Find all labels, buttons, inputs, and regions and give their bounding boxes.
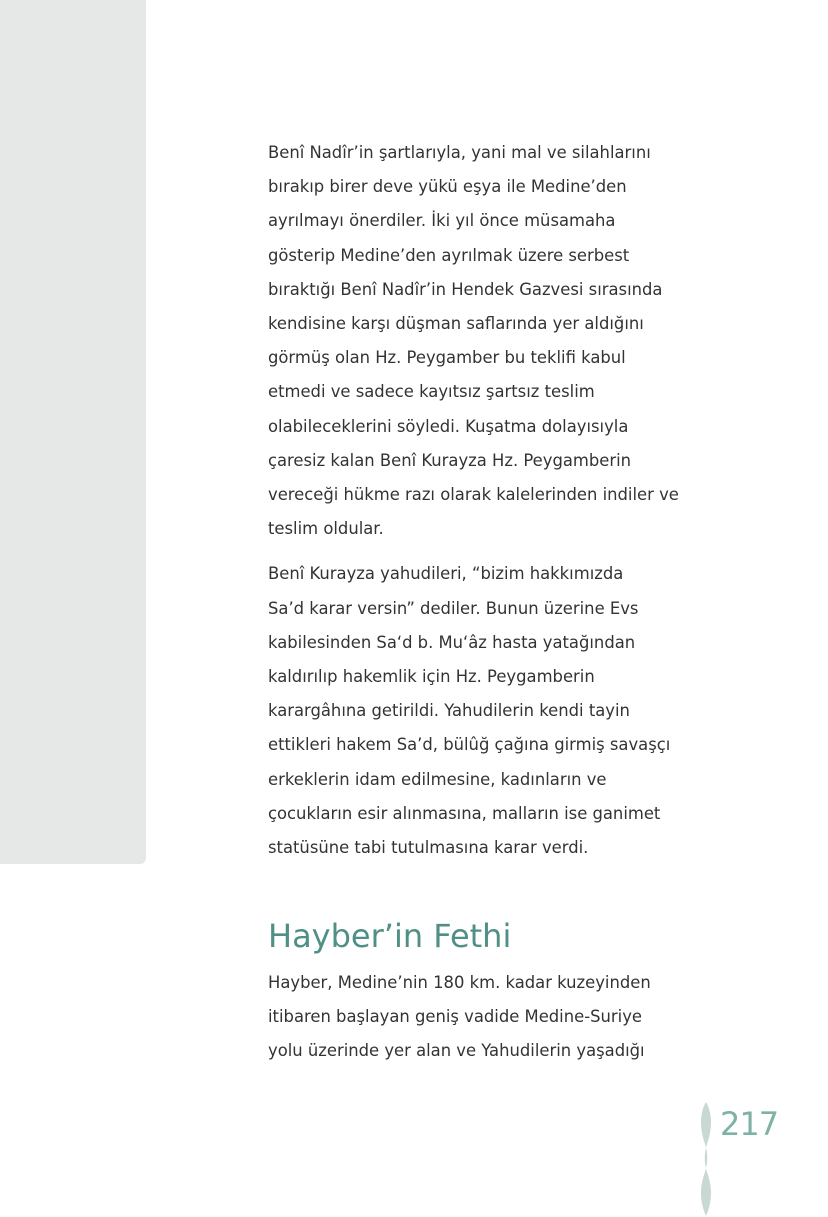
text-line: itibaren başlayan geniş vadide Medine-Suriye: [268, 1007, 642, 1027]
text-line: etmedi ve sadece kayıtsız şartsız teslim: [268, 382, 595, 402]
text-line: statüsüne tabi tutulmasına karar verdi.: [268, 838, 589, 858]
text-line: olabileceklerini söyledi. Kuşatma dolayısıyla: [268, 416, 629, 436]
text-line: Benî Nadîr’in şartlarıyla, yani mal ve silahlarını: [268, 143, 651, 162]
paragraph-2: [268, 557, 708, 865]
text-line: kendisine karşı düşman saflarında yer aldığını: [268, 314, 644, 334]
text-line: karargâhına getirildi. Yahudilerin kendi tayin: [268, 701, 630, 721]
page-ornament-icon: [694, 1100, 718, 1217]
text-line: görmüş olan Hz. Peygamber bu teklifi kabul: [268, 348, 626, 368]
text-line: yolu üzerinde yer alan ve Yahudilerin yaşadığı: [268, 1041, 645, 1061]
text-line: Hayber, Medine’nin 180 km. kadar kuzeyinden: [268, 973, 651, 992]
text-line: Benî Kurayza yahudileri, “bizim hakkımızda: [268, 564, 624, 584]
text-line: teslim oldular.: [268, 519, 384, 539]
text-line: Sa’d karar versin” dediler. Bunun üzerine Evs: [268, 598, 639, 618]
text-line: gösterip Medine’den ayrılmak üzere serbest: [268, 245, 630, 265]
text-line: kabilesinden Sa‘d b. Mu‘âz hasta yatağından: [268, 632, 636, 652]
text-line: vereceği hükme razı olarak kalelerinden indiler ve: [268, 485, 679, 505]
paragraph-1: [268, 136, 708, 546]
page-number: 217: [720, 1105, 779, 1143]
text-line: bırakıp birer deve yükü eşya ile Medine’den: [268, 177, 627, 197]
text-line: bıraktığı Benî Nadîr’in Hendek Gazvesi sırasında: [268, 279, 663, 299]
section-heading: Hayber’in Fethi: [268, 917, 512, 955]
text-line: kaldırılıp hakemlik için Hz. Peygamberin: [268, 667, 595, 687]
text-line: ayrılmayı önerdiler. İki yıl önce müsamaha: [268, 211, 616, 231]
side-panel: [0, 0, 146, 864]
text-line: erkeklerin idam edilmesine, kadınların ve: [268, 769, 607, 789]
body-text: [268, 136, 708, 865]
paragraph-3: [268, 966, 651, 1069]
text-line: çaresiz kalan Benî Kurayza Hz. Peygamberin: [268, 450, 632, 470]
text-line: ettikleri hakem Sa’d, bülûğ çağına girmiş savaşçı: [268, 735, 671, 755]
text-line: çocukların esir alınmasına, malların ise ganimet: [268, 803, 661, 823]
